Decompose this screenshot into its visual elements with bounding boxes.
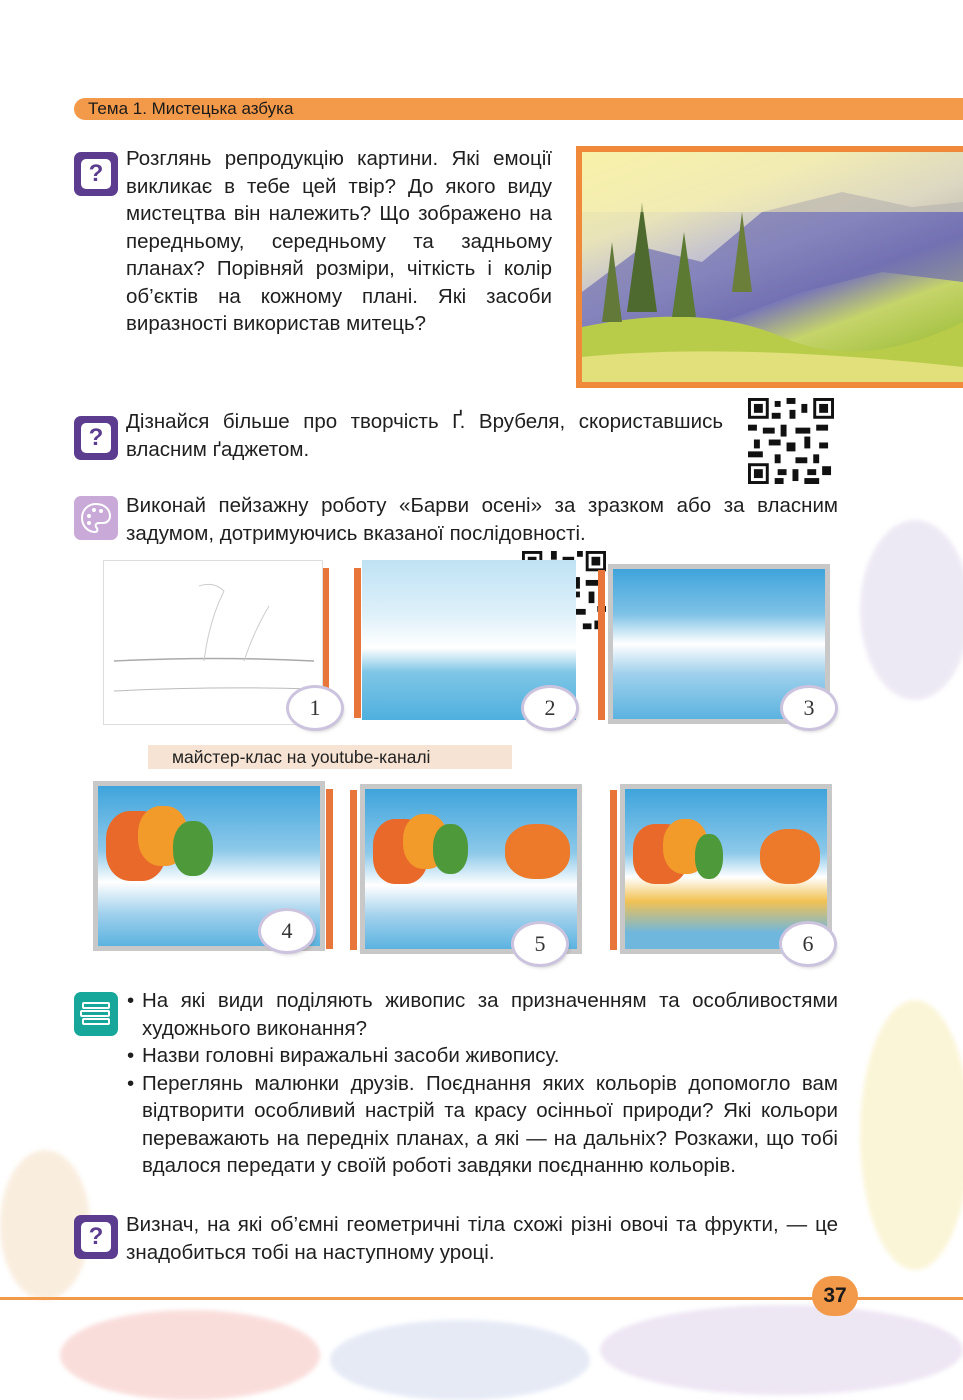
- list-item: • Переглянь малюнки друзів. Поєднання яких кольорів допомогло вам відтворити особливий настрій та красу осінньої природи? Які кольори переважають на передніх планах, а які — на дальніх? Розкажи, що тобі вдалося передати у своїй роботі завдяки поєднанню кольорів.: [124, 1070, 838, 1180]
- paint-splash: [330, 1320, 590, 1400]
- step-image-4: [93, 781, 333, 956]
- question-icon: ?: [74, 416, 118, 460]
- list-item: • Назви головні виражальні засоби живопису.: [124, 1042, 838, 1070]
- page-number: 37: [812, 1276, 858, 1316]
- paint-splash: [600, 1305, 963, 1395]
- youtube-label[interactable]: майстер-клас на youtube-каналі: [148, 745, 512, 769]
- step-number: 2: [524, 688, 576, 728]
- question-icon: ?: [74, 152, 118, 196]
- step-number: 3: [783, 688, 835, 728]
- step-image-2: [354, 560, 580, 725]
- step-number: 5: [514, 924, 566, 964]
- qr-code[interactable]: [748, 398, 834, 484]
- task2-text: Дізнайся більше про творчість Ґ. Врубеля, скориставшись власним ґаджетом.: [126, 410, 723, 461]
- review-list: [124, 987, 838, 1180]
- step-image-1: [103, 560, 329, 725]
- step-image-3: [598, 560, 836, 730]
- step-image-6: [610, 784, 836, 959]
- paint-splash: [860, 1000, 963, 1270]
- step-number: 4: [261, 911, 313, 951]
- step-image-5: [350, 784, 586, 959]
- task4-text: Визнач, на які об’ємні геометричні тіла схожі різні овочі та фрукти, — це знадобиться тобі на наступному уроці.: [126, 1213, 838, 1264]
- landscape-painting: [582, 152, 963, 382]
- palette-icon: [74, 496, 118, 540]
- topic-title: Тема 1. Мистецька азбука: [88, 99, 294, 118]
- task3-text: Виконай пейзажну роботу «Барви осені» за зразком або за власним задумом, дотримуючись вказаної послідовності.: [126, 494, 838, 545]
- question-icon: ?: [74, 1215, 118, 1259]
- painting-frame: [576, 146, 963, 388]
- books-icon: [74, 992, 118, 1036]
- list-item: • На які види поділяють живопис за призначенням та особливостями художнього виконання?: [124, 987, 838, 1042]
- paint-splash: [60, 1310, 320, 1400]
- paint-splash: [860, 520, 963, 700]
- task1-text: Розглянь репродукцію картини. Які емоції викликає в тебе цей твір? До якого виду мистецтва він належить? Що зображено на передньому, середньому та задньому планах? Порівняй розміри, чіткість і колір об’єктів на кожному плані. Які засоби виразності використав митець?: [126, 147, 552, 335]
- step-number: 1: [289, 688, 341, 728]
- step-number: 6: [782, 924, 834, 964]
